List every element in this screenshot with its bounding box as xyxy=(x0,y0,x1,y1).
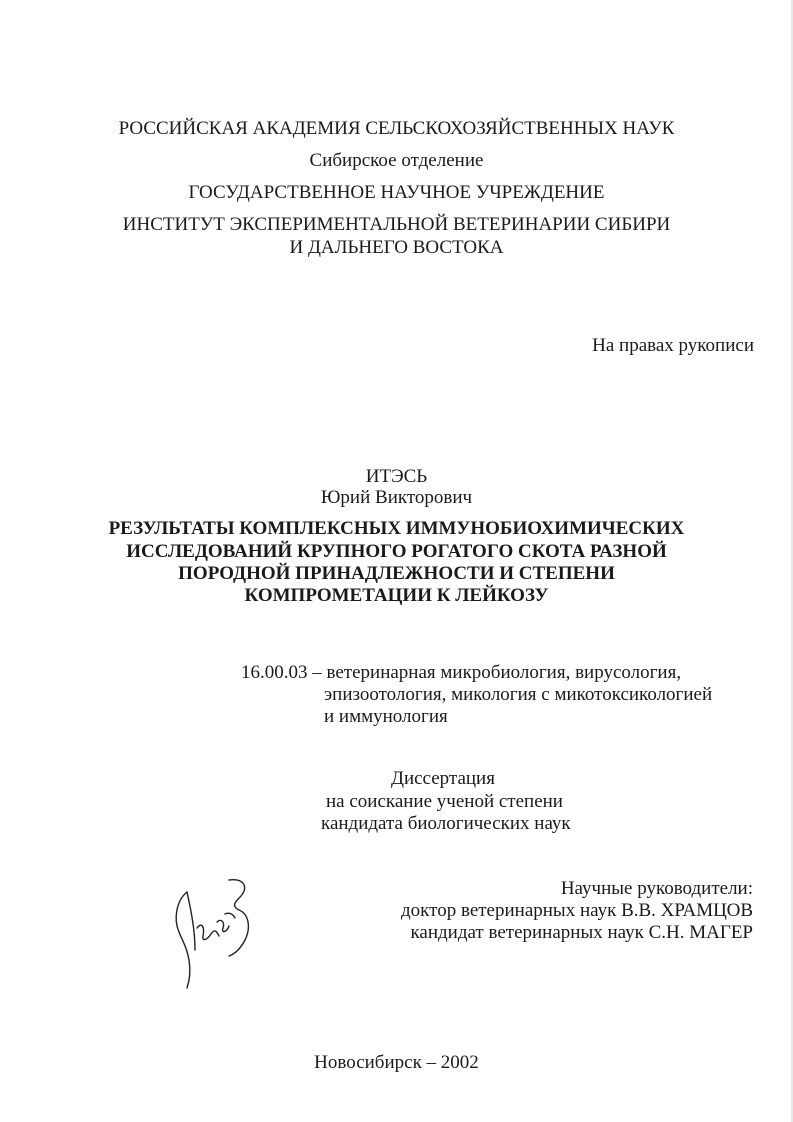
title-line-3: ПОРОДНОЙ ПРИНАДЛЕЖНОСТИ И СТЕПЕНИ xyxy=(178,563,615,584)
signature-stroke-2 xyxy=(187,892,195,950)
city-year: Новосибирск – 2002 xyxy=(314,1052,479,1073)
academy-name: РОССИЙСКАЯ АКАДЕМИЯ СЕЛЬСКОХОЗЯЙСТВЕННЫХ НАУК xyxy=(118,118,675,139)
specialty-line-1: 16.00.03 – ветеринарная микробиология, вирусология, xyxy=(241,662,682,683)
author-surname: ИТЭСЬ xyxy=(365,466,428,487)
institution-type: ГОСУДАРСТВЕННОЕ НАУЧНОЕ УЧРЕЖДЕНИЕ xyxy=(188,182,605,203)
dissertation-line-1: Диссертация xyxy=(391,768,495,789)
dissertation-line-2: на соискание ученой степени xyxy=(326,791,563,812)
branch-name: Сибирское отделение xyxy=(309,150,484,171)
dissertation-line-3: кандидата биологических наук xyxy=(321,813,571,834)
signature-stroke-1 xyxy=(176,892,190,988)
signature-stroke-5 xyxy=(229,880,248,956)
specialty-line-3: и иммунология xyxy=(324,706,448,727)
manuscript-note: На правах рукописи xyxy=(592,335,754,356)
signature-stroke-4 xyxy=(217,920,229,931)
institute-name-line1: ИНСТИТУТ ЭКСПЕРИМЕНТАЛЬНОЙ ВЕТЕРИНАРИИ СИБИРИ xyxy=(122,214,671,235)
title-line-1: РЕЗУЛЬТАТЫ КОМПЛЕКСНЫХ ИММУНОБИОХИМИЧЕСКИХ xyxy=(108,518,685,539)
supervisors-heading: Научные руководители: xyxy=(560,878,753,899)
title-line-4: КОМПРОМЕТАЦИИ К ЛЕЙКОЗУ xyxy=(244,585,549,606)
supervisor-1: доктор ветеринарных наук В.В. ХРАМЦОВ xyxy=(401,900,753,921)
title-line-2: ИССЛЕДОВАНИЙ КРУПНОГО РОГАТОГО СКОТА РАЗНОЙ xyxy=(126,541,667,562)
author-name: Юрий Викторович xyxy=(320,487,473,508)
signature-stroke-6 xyxy=(225,913,235,918)
handwritten-signature xyxy=(165,870,260,995)
institute-name-line2: И ДАЛЬНЕГО ВОСТОКА xyxy=(289,237,504,258)
signature-stroke-3 xyxy=(197,925,219,939)
supervisor-2: кандидат ветеринарных наук С.Н. МАГЕР xyxy=(410,922,753,943)
specialty-line-2: эпизоотология, микология с микотоксикологией xyxy=(324,684,713,705)
